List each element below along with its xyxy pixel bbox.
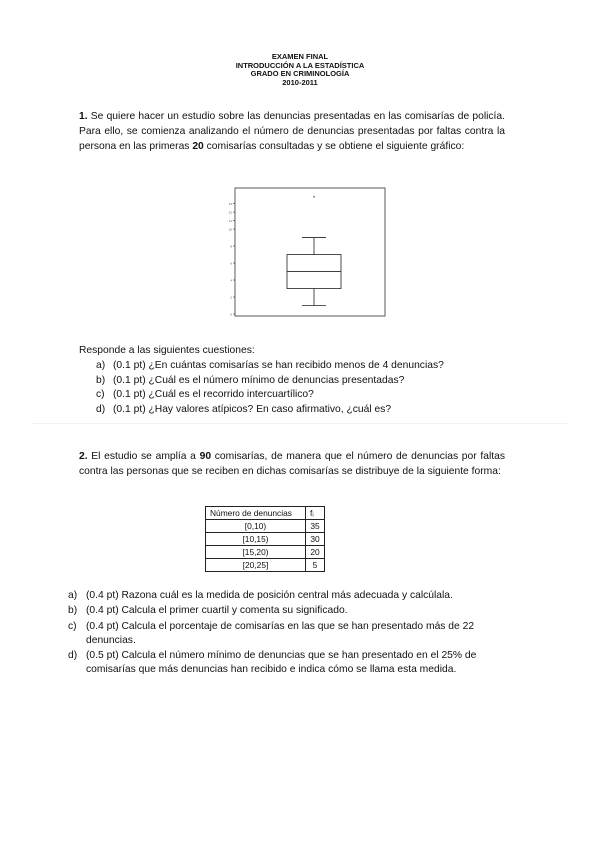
interval-cell: [0,10) [206, 520, 306, 533]
list-item [68, 604, 508, 618]
list-item [68, 649, 508, 678]
question-1-items [96, 359, 516, 417]
y-tick-label: 12 [228, 210, 232, 215]
y-tick-label: 2 [230, 295, 232, 300]
question-2-statement [79, 449, 505, 479]
course-name: INTRODUCCIÓN A LA ESTADÍSTICA [235, 60, 365, 70]
item-text: (0.4 pt) Calcula el porcentaje de comisarías en las que se han presentado más de 22 denuncias. [86, 620, 475, 646]
item-text: (0.1 pt) ¿Cuál es el número mínimo de denuncias presentadas? [113, 374, 405, 386]
frequency-table [205, 506, 325, 572]
exam-title: EXAMEN FINAL [271, 52, 329, 61]
table-row [206, 520, 325, 533]
interval-cell: [20,25] [206, 559, 306, 572]
question-2-text-b: comisarías, de manera que el número de denuncias por faltas contra las personas que se reciben en dichas comisarías se distribuye de la siguiente forma: [79, 451, 505, 477]
y-tick-label: 11 [228, 219, 232, 224]
list-item [96, 388, 516, 403]
boxplot-frame [235, 188, 385, 316]
item-label: b) [96, 374, 106, 386]
y-tick-label: 13 [228, 202, 232, 207]
y-tick-label: 8 [230, 244, 232, 249]
item-text: (0.1 pt) ¿Cuál es el recorrido intercuartílico? [113, 389, 314, 401]
y-tick-label: 10 [228, 227, 232, 232]
item-text: (0.4 pt) Calcula el primer cuartil y comenta su significado. [86, 605, 348, 617]
item-label: a) [68, 590, 78, 601]
y-tick-label: 6 [230, 261, 232, 266]
list-item [68, 589, 508, 603]
question-2-text-a: El estudio se amplía a [87, 451, 200, 462]
y-tick-label: 0 [230, 312, 232, 317]
frequency-cell: 5 [306, 559, 325, 572]
item-label: d) [96, 403, 106, 415]
item-label: a) [96, 360, 106, 371]
frequency-cell: 20 [306, 546, 325, 559]
list-item [96, 374, 516, 389]
list-item [68, 620, 508, 649]
table-row [206, 533, 325, 546]
column-header-frequency: fᵢ [306, 507, 325, 520]
item-label: c) [68, 620, 77, 632]
item-label: c) [96, 389, 105, 401]
question-1-statement [79, 109, 505, 154]
interval-cell: [15,20) [206, 546, 306, 559]
exam-header [0, 53, 600, 87]
table-row [206, 559, 325, 572]
boxplot-chart [228, 185, 388, 320]
degree-name: GRADO EN CRIMINOLOGÍA [250, 69, 350, 79]
column-header-denuncias: Número de denuncias [206, 507, 306, 520]
question-1-text-b: comisarías consultadas y se obtiene el siguiente gráfico: [203, 141, 465, 152]
item-text: (0.4 pt) Razona cuál es la medida de posición central más adecuada y calcúlala. [86, 590, 453, 601]
list-item [96, 403, 516, 418]
table-header-row [206, 507, 325, 520]
item-label: b) [68, 605, 78, 617]
question-2-bold-count: 90 [199, 451, 212, 462]
item-text: (0.1 pt) ¿En cuántas comisarías se han recibido menos de 4 denuncias? [113, 360, 444, 371]
interval-cell: [10,15) [206, 533, 306, 546]
question-1-number: 1. [79, 111, 88, 122]
question-1-instructions: Responde a las siguientes cuestiones: [79, 345, 255, 356]
list-item [96, 359, 516, 374]
question-2-items [68, 589, 508, 679]
frequency-cell: 35 [306, 520, 325, 533]
question-1-bold-count: 20 [192, 141, 204, 152]
y-tick-label: 4 [230, 278, 232, 283]
question-2-number: 2. [79, 451, 88, 462]
item-label: d) [68, 650, 78, 662]
table-row [206, 546, 325, 559]
frequency-cell: 30 [306, 533, 325, 546]
section-divider [32, 423, 567, 424]
academic-year: 2010-2011 [282, 77, 318, 87]
question-1-text-a: Se quiere hacer un estudio sobre las denuncias presentadas en las comisarías de policía. Para ello, se comienza analizando el número de denuncias presentadas por faltas contra la persona en las primeras [79, 111, 505, 152]
item-text: (0.5 pt) Calcula el número mínimo de denuncias que se han presentado en el 25% de comisarías que más denuncias han recibido e indica cómo se llama esta medida. [86, 650, 477, 676]
item-text: (0.1 pt) ¿Hay valores atípicos? En caso afirmativo, ¿cuál es? [113, 403, 392, 415]
boxplot-axis [229, 202, 235, 316]
boxplot-outlier-marker: * [312, 196, 316, 203]
